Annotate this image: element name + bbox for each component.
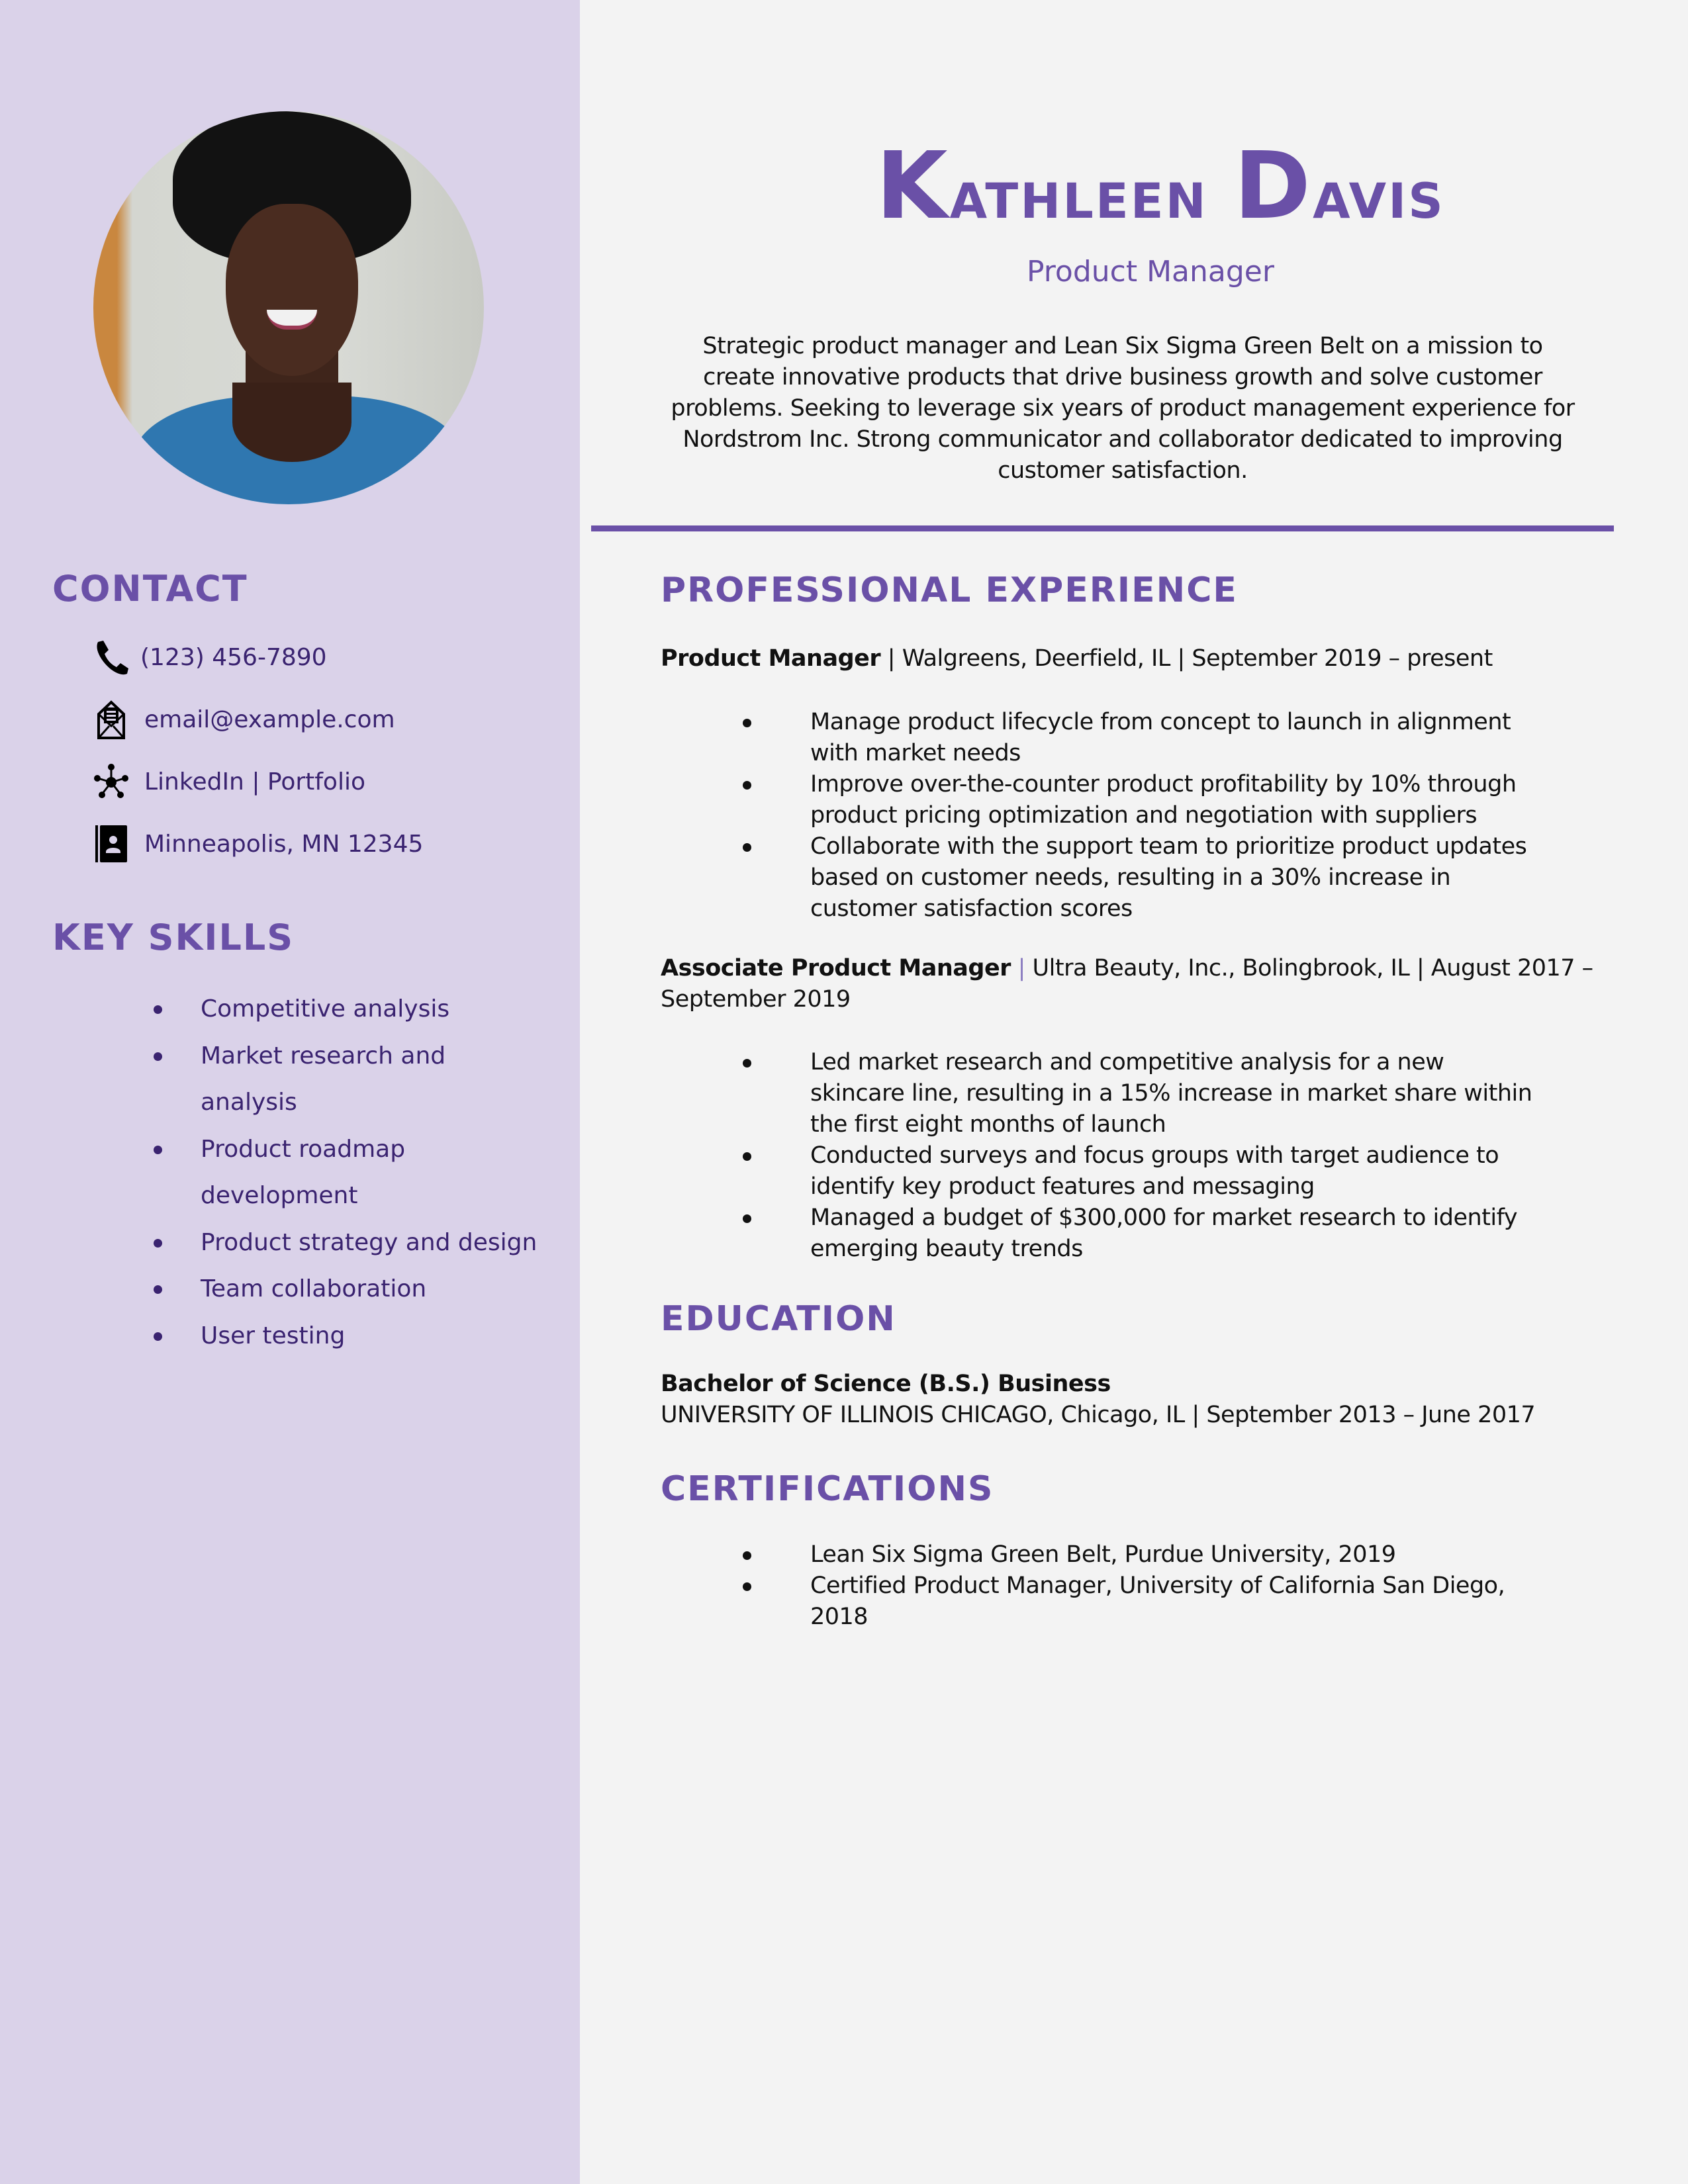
candidate-name [580,132,1688,240]
main-content [580,0,1688,2184]
name-last-rest: avis [1313,154,1445,234]
skills-list [149,986,559,1359]
sidebar [0,0,580,2184]
job-bullet: Manage product lifecycle from concept to launch in alignment with market needs [711,707,1545,769]
contact-links[interactable] [91,762,365,801]
name-last-initial: D [1233,132,1313,240]
job-bullets [711,1047,1545,1265]
skills-heading: KEY SKILLS [52,917,295,958]
contact-phone [91,637,327,677]
skill-item: Team collaboration [149,1266,559,1313]
job-title: Product Manager [1027,255,1274,289]
contact-address [91,824,423,864]
contact-email[interactable] [91,700,395,739]
job-bullet: Managed a budget of $300,000 for market research to identify emerging beauty trends [711,1203,1545,1265]
photo-collar [232,383,352,462]
skill-item: Market research and analysis [149,1033,479,1126]
linkedin-portfolio-link[interactable]: LinkedIn | Portfolio [144,768,365,796]
job-details: Ultra Beauty, Inc., Bolingbrook, IL | August 2017 – September 2019 [661,955,1593,1013]
phone-text: (123) 456-7890 [140,643,327,671]
job-bullet: Led market research and competitive analysis for a new skincare line, resulting in a 15% increase in market share within the first eight months of launch [711,1047,1545,1140]
certification-item: Lean Six Sigma Green Belt, Purdue University, 2019 [711,1539,1545,1570]
job-header [661,953,1614,1015]
skill-item: Competitive analysis [149,986,559,1033]
degree: Bachelor of Science (B.S.) Business [661,1371,1111,1397]
job-bullet: Conducted surveys and focus groups with target audience to identify key product features and messaging [711,1140,1545,1203]
separator: | [887,645,896,672]
name-first-rest: athleen [949,154,1208,234]
network-icon [91,762,131,801]
job-bullet: Collaborate with the support team to prioritize product updates based on customer needs, resulting in a 30% increase in customer satisfaction scores [711,831,1545,925]
address-book-icon [91,824,131,864]
job-bullet: Improve over-the-counter product profitability by 10% through product pricing optimization and negotiation with suppliers [711,769,1545,831]
certifications-heading: CERTIFICATIONS [661,1469,994,1509]
separator: | [1017,955,1025,981]
skill-item: Product strategy and design [149,1220,559,1267]
photo-face [226,204,358,376]
envelope-icon [91,700,131,739]
job-role: Associate Product Manager [661,955,1011,981]
skill-item: User testing [149,1313,559,1360]
divider [591,525,1614,531]
education-heading: EDUCATION [661,1299,896,1339]
job-role: Product Manager [661,645,881,672]
skill-item: Product roadmap development [149,1126,479,1220]
contact-heading: CONTACT [52,568,248,610]
job-header [661,643,1587,674]
certification-item: Certified Product Manager, University of California San Diego, 2018 [711,1570,1545,1633]
phone-icon [91,637,131,677]
job-details: Walgreens, Deerfield, IL | September 2019 – present [902,645,1493,672]
address-text: Minneapolis, MN 12345 [144,830,424,858]
job-bullets [711,707,1545,925]
experience-heading: PROFESSIONAL EXPERIENCE [661,570,1238,610]
certifications-list [711,1539,1545,1633]
name-first-initial: K [876,132,950,240]
school: UNIVERSITY OF ILLINOIS CHICAGO, Chicago, IL | September 2013 – June 2017 [661,1402,1536,1428]
email-link[interactable]: email@example.com [144,705,395,733]
profile-photo [93,111,484,504]
summary: Strategic product manager and Lean Six Sigma Green Belt on a mission to create innovative products that drive business growth and solve customer problems. Seeking to leverage six years of product management experience for Nordstrom Inc. Strong communicator and collaborator dedicated to improving customer satisfaction. [671,333,1575,484]
education-entry [661,1369,1587,1431]
